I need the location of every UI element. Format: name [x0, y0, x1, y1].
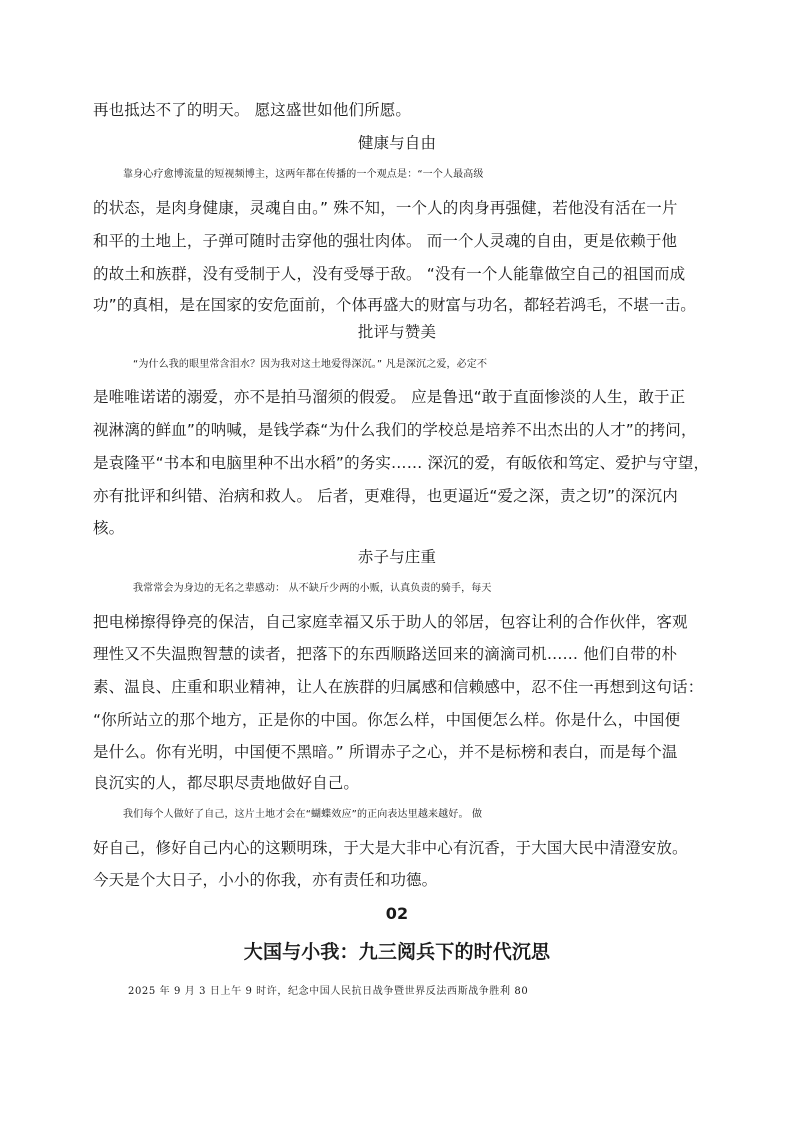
- subheading-sincerity-solemnity: 赤子与庄重: [357, 548, 437, 566]
- paragraph-line: 是唯唯诺诺的溺爱，亦不是拍马溜须的假爱。 应是鲁迅“敢于直面惨淡的人生，敢于正: [93, 388, 686, 406]
- paragraph-line: 再也抵达不了的明天。 愿这盛世如他们所愿。: [93, 101, 412, 119]
- paragraph-line: 的状态，是肉身健康，灵魂自由。” 殊不知，一个人的肉身再强健，若他没有活在一片: [93, 199, 678, 217]
- paragraph-line: 好自己，修好自己内心的这颗明珠，于大是大非中心有沉香，于大国大民中清澄安放。: [93, 839, 688, 857]
- paragraph-line: 把电梯擦得铮亮的保洁，自己家庭幸福又乐于助人的邻居，包容让利的合作伙伴，客观: [93, 613, 688, 631]
- section-number: 02: [385, 904, 409, 923]
- paragraph-line: 良沉实的人，都尽职尽责地做好自己。: [93, 774, 360, 792]
- paragraph-line: 亦有批评和纠错、治病和救人。 后者，更难得，也更逼近“爱之深，责之切”的深沉内: [93, 487, 678, 505]
- paragraph-line: 是袁隆平“书本和电脑里种不出水稻”的务实…… 深沉的爱，有皈依和笃定、爱护与守望，: [93, 454, 710, 472]
- section-title: 大国与小我：九三阅兵下的时代沉思: [243, 941, 551, 963]
- paragraph-line: 素、温良、庄重和职业精神，让人在族群的归属感和信赖感中，忍不住一再想到这句话：: [93, 678, 704, 696]
- subheading-health-freedom: 健康与自由: [357, 134, 437, 152]
- paragraph-line: “你所站立的那个地方，正是你的中国。你怎么样，中国便怎么样。你是什么，中国便: [93, 711, 681, 729]
- paragraph-line: 是什么。你有光明，中国便不黑暗。” 所谓赤子之心，并不是标榜和表白，而是每个温: [93, 743, 678, 761]
- paragraph-line: 2025 年 9 月 3 日上午 9 时许，纪念中国人民抗日战争暨世界反法西斯战争胜利 80: [128, 986, 529, 997]
- paragraph-line: 靠身心疗愈博流量的短视频博主，这两年都在传播的一个观点是：“一个人最高级: [123, 169, 484, 180]
- paragraph-line: 和平的土地上，子弹可随时击穿他的强壮肉体。 而一个人灵魂的自由，更是依赖于他: [93, 232, 678, 250]
- paragraph-line: 我们每个人做好了自己，这片土地才会在“蝴蝶效应”的正向表达里越来越好。 做: [123, 809, 483, 820]
- paragraph-line: 功”的真相，是在国家的安危面前，个体再盛大的财富与功名，都轻若鸿毛，不堪一击。: [93, 296, 696, 314]
- subheading-criticism-praise: 批评与赞美: [357, 323, 437, 341]
- paragraph-line: 今天是个大日子，小小的你我，亦有责任和功德。: [93, 871, 438, 889]
- paragraph-line: “为什么我的眼里常含泪水？因为我对这土地爱得深沉。” 凡是深沉之爱，必定不: [133, 359, 488, 370]
- paragraph-line: 视淋漓的鲜血”的呐喊，是钱学森“为什么我们的学校总是培养不出杰出的人才”的拷问，: [93, 421, 697, 439]
- paragraph-line: 理性又不失温煦智慧的读者，把落下的东西顺路送回来的滴滴司机…… 他们自带的朴: [93, 645, 678, 663]
- paragraph-line: 核。: [93, 519, 125, 537]
- paragraph-line: 我常常会为身边的无名之辈感动： 从不缺斤少两的小贩，认真负责的骑手，每天: [133, 583, 492, 594]
- paragraph-line: 的故土和族群，没有受制于人，没有受辱于敌。 “没有一个人能靠做空自己的祖国而成: [93, 265, 686, 283]
